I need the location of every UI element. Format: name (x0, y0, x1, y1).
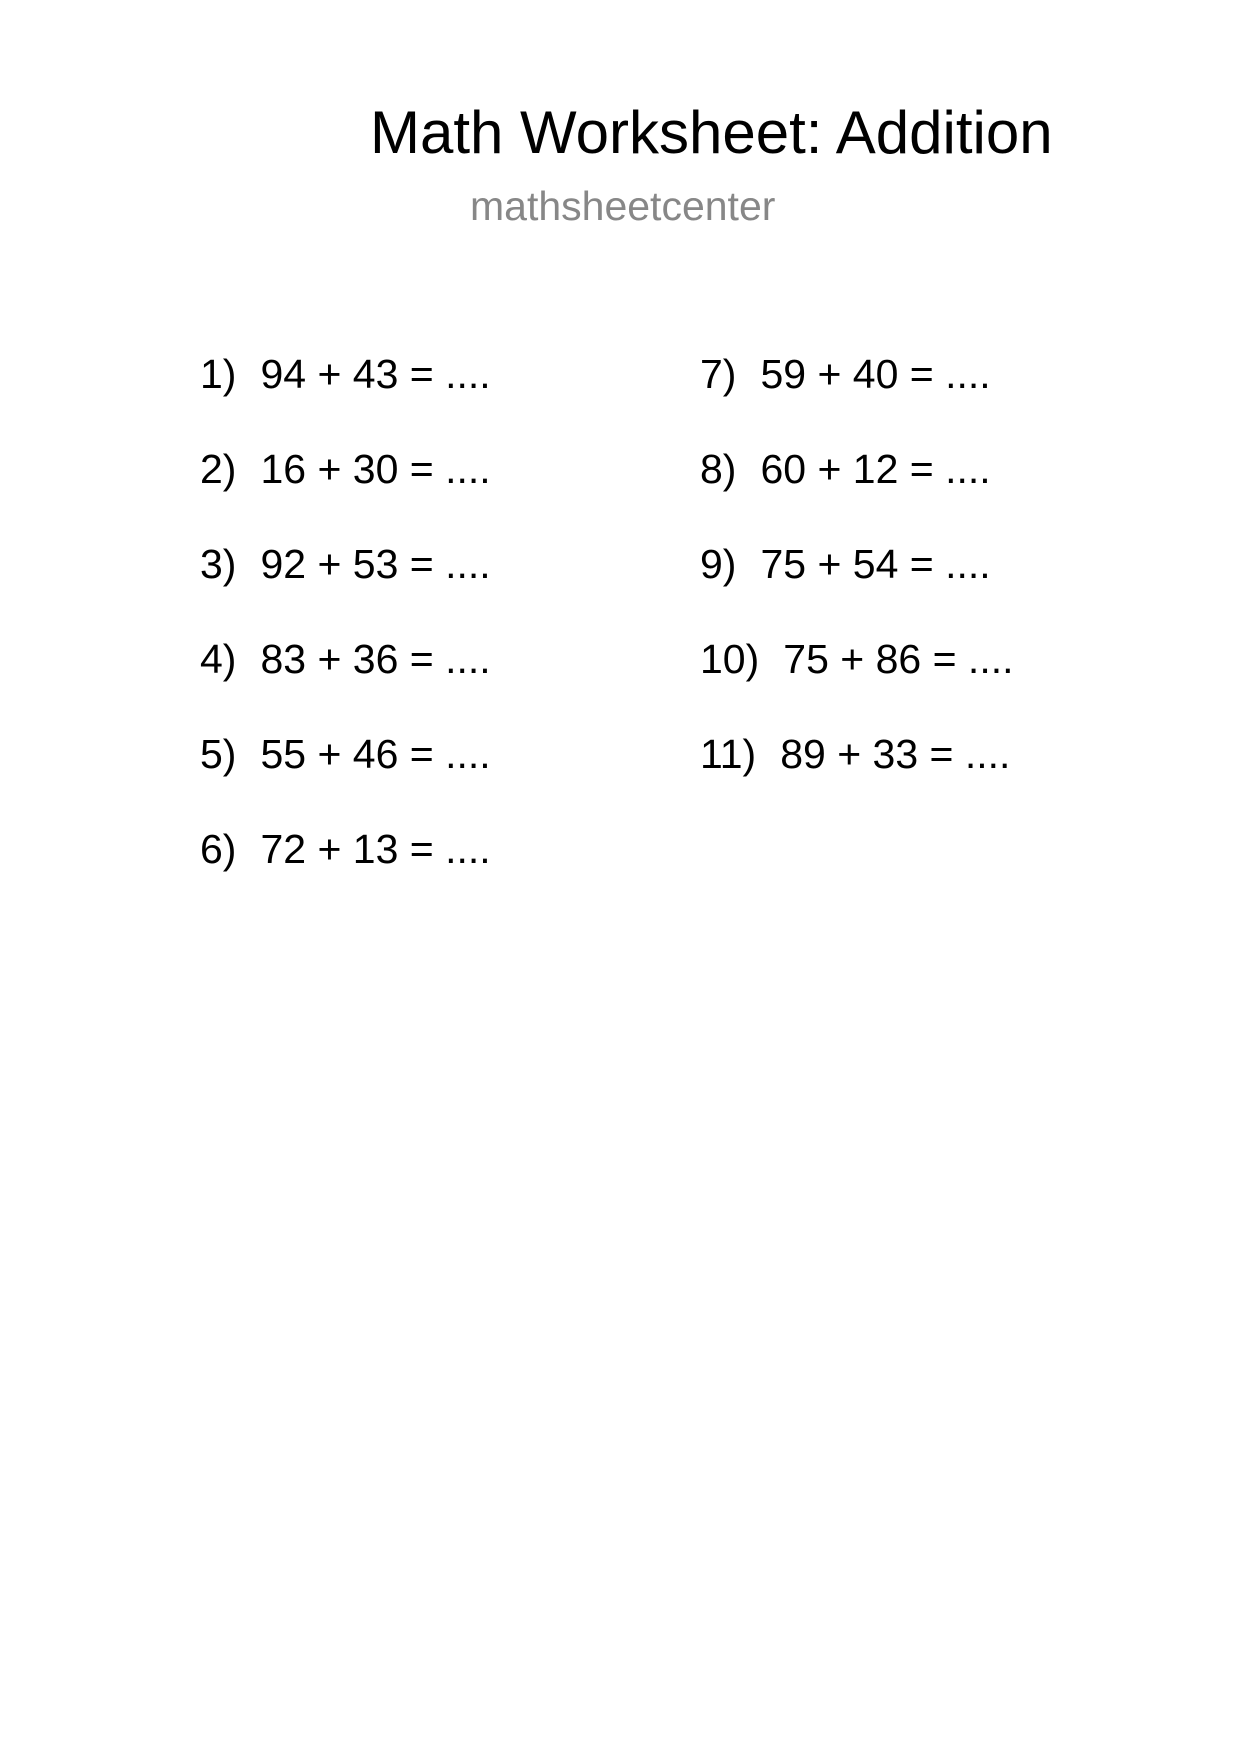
problem-number: 5) (200, 731, 237, 777)
problem-expression: 59 + 40 = .... (760, 351, 991, 397)
problem-expression: 89 + 33 = .... (780, 731, 1011, 777)
problem-number: 7) (700, 351, 737, 397)
problem-expression: 72 + 13 = .... (260, 826, 491, 872)
page-title: Math Worksheet: Addition (370, 99, 1053, 166)
problem-expression: 92 + 53 = .... (260, 541, 491, 587)
source-label: mathsheetcenter (470, 183, 776, 229)
problem-item (700, 635, 1014, 730)
problem-item (200, 635, 491, 730)
problem-column-left (200, 350, 491, 920)
problem-expression: 75 + 86 = .... (783, 636, 1014, 682)
problem-expression: 60 + 12 = .... (760, 446, 991, 492)
problem-number: 4) (200, 636, 237, 682)
problem-item (200, 350, 491, 445)
problem-number: 11) (700, 731, 757, 777)
problem-number: 10) (700, 636, 760, 682)
problem-number: 8) (700, 446, 737, 492)
problem-expression: 75 + 54 = .... (760, 541, 991, 587)
problem-number: 6) (200, 826, 237, 872)
problem-expression: 16 + 30 = .... (260, 446, 491, 492)
problem-number: 9) (700, 541, 737, 587)
problem-expression: 55 + 46 = .... (260, 731, 491, 777)
problem-item (700, 540, 1014, 635)
problem-item (200, 825, 491, 920)
problem-item (200, 730, 491, 825)
problem-column-right (700, 350, 1014, 825)
problem-item (200, 540, 491, 635)
problem-expression: 94 + 43 = .... (260, 351, 491, 397)
problem-item (700, 350, 1014, 445)
problem-number: 3) (200, 541, 237, 587)
problem-expression: 83 + 36 = .... (260, 636, 491, 682)
problem-item (700, 445, 1014, 540)
problem-item (200, 445, 491, 540)
problem-number: 1) (200, 351, 237, 397)
problem-item (700, 730, 1014, 825)
problem-number: 2) (200, 446, 237, 492)
